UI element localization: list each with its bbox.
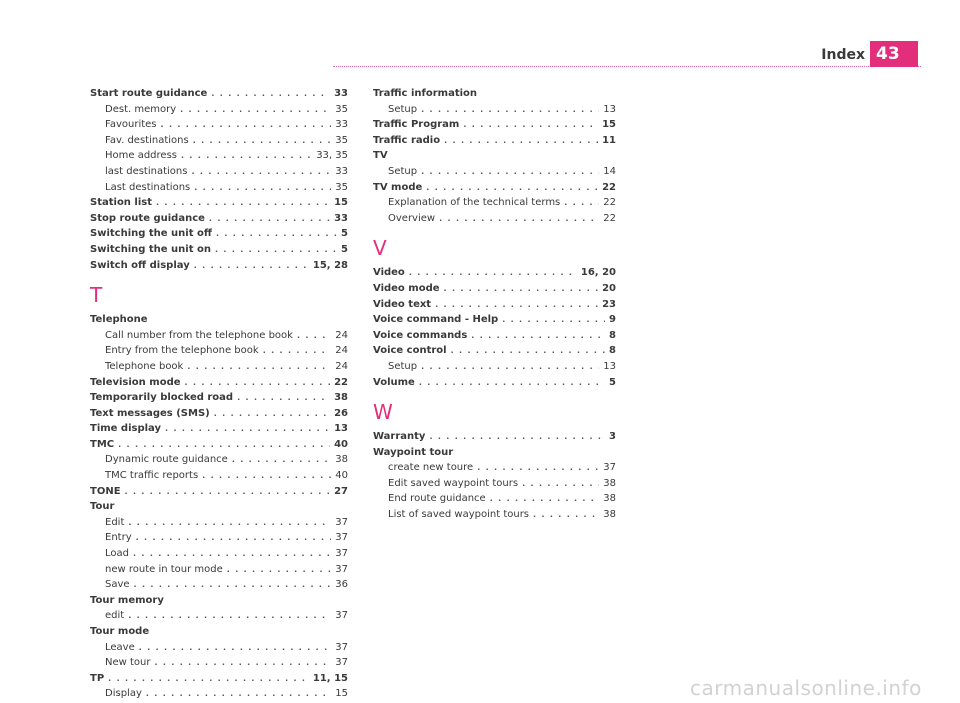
index-subentry [90, 515, 348, 531]
index-page-ref: 15 [334, 197, 348, 209]
index-entry-label: create new toure [388, 462, 474, 474]
index-entry-label: Dest. memory [105, 103, 177, 115]
index-entry-label: Warranty [373, 431, 426, 443]
index-entry-label: Television mode [90, 376, 181, 388]
index-entry-label: Last destinations [105, 181, 191, 193]
dot-leader [444, 281, 599, 297]
index-page-ref: 14 [603, 165, 616, 177]
index-entry-label: Video [373, 267, 405, 279]
index-entry [373, 281, 616, 297]
index-entry-label: Setup [388, 360, 418, 372]
index-entry [373, 297, 616, 313]
index-entry-label: Text messages (SMS) [90, 407, 210, 419]
index-page-ref: 11 [602, 134, 616, 146]
index-page-ref: 24 [335, 345, 348, 357]
index-page-ref: 26 [334, 407, 348, 419]
index-page-ref: 35 [335, 134, 348, 146]
index-entry-label: Voice commands [373, 329, 468, 341]
index-entry-label: Start route guidance [90, 88, 208, 99]
dot-leader [128, 515, 331, 531]
index-subentry [373, 507, 616, 523]
index-entry [90, 195, 348, 211]
watermark: carmanualsonline.info [690, 676, 922, 700]
index-page-ref: 33, 35 [316, 150, 348, 162]
index-page-ref: 15 [335, 688, 348, 700]
index-entry-label: Dynamic route guidance [105, 454, 228, 466]
dot-leader [165, 421, 330, 437]
dot-leader [187, 359, 331, 375]
index-entry [90, 406, 348, 422]
index-entry-label: Video mode [373, 282, 440, 294]
index-entry-label: End route guidance [388, 493, 486, 505]
index-page-ref: 37 [335, 548, 348, 560]
index-entry [90, 226, 348, 242]
index-page-ref: 35 [335, 181, 348, 193]
index-entry [90, 484, 348, 500]
index-subentry [90, 148, 348, 164]
index-entry [373, 375, 616, 391]
index-page-ref: 38 [335, 454, 348, 466]
index-page-ref: 9 [609, 314, 616, 326]
index-page-ref: 36 [335, 579, 348, 591]
index-entry [373, 429, 616, 445]
dot-leader [128, 608, 331, 624]
index-heading: Waypoint tour [373, 446, 454, 458]
dot-leader [439, 211, 599, 227]
index-page-ref: 37 [335, 563, 348, 575]
index-entry-label: Voice control [373, 345, 447, 357]
index-entry-label: Temporarily blocked road [90, 392, 234, 404]
index-heading: Tour memory [90, 594, 164, 606]
index-column-right [373, 86, 616, 523]
index-entry [373, 265, 616, 281]
dot-leader [134, 577, 332, 593]
index-entry [90, 421, 348, 437]
dot-leader [194, 180, 331, 196]
dot-leader [490, 491, 600, 507]
index-subentry [373, 359, 616, 375]
dot-leader [191, 164, 331, 180]
index-entry [373, 180, 616, 196]
index-page-ref: 22 [603, 212, 616, 224]
index-subentry [90, 343, 348, 359]
dot-leader [419, 375, 605, 391]
dot-leader [263, 343, 332, 359]
index-entry-label: Edit [105, 516, 125, 528]
index-subentry [373, 164, 616, 180]
index-heading: TV [373, 150, 388, 162]
dot-leader [533, 507, 599, 523]
index-entry-label: Home address [105, 150, 177, 162]
dot-leader [564, 195, 599, 211]
index-page-ref: 22 [602, 181, 616, 193]
index-entry-label: Display [105, 688, 142, 700]
dot-leader [232, 452, 331, 468]
index-entry-label: Switch off display [90, 259, 190, 271]
index-entry [90, 211, 348, 227]
dot-leader [237, 390, 330, 406]
index-page-ref: 24 [335, 360, 348, 372]
index-entry-label: Setup [388, 103, 418, 115]
dot-leader [421, 102, 599, 118]
index-page-ref: 15, 28 [312, 259, 348, 271]
dot-leader [108, 671, 309, 687]
index-entry-label: Telephone book [105, 360, 184, 372]
dot-leader [118, 437, 330, 453]
dot-leader [426, 180, 598, 196]
index-entry-label: Switching the unit on [90, 243, 211, 255]
index-entry-label: Traffic radio [373, 134, 441, 146]
index-entry-label: Switching the unit off [90, 228, 212, 240]
index-entry-label: Stop route guidance [90, 212, 205, 224]
index-entry-label: Load [105, 548, 129, 560]
dot-leader [502, 312, 605, 328]
index-subentry [90, 608, 348, 624]
index-page-ref: 24 [335, 329, 348, 341]
index-page-ref: 13 [603, 360, 616, 372]
index-page-ref: 20 [602, 282, 616, 294]
index-entry-label: Traffic Program [373, 119, 460, 131]
index-entry-label: TV mode [373, 181, 423, 193]
index-page-ref: 38 [334, 392, 348, 404]
index-subentry [90, 577, 348, 593]
index-section-letter: W [373, 400, 393, 425]
index-page-ref: 37 [603, 462, 616, 474]
index-subentry [373, 491, 616, 507]
index-entry-label: TMC traffic reports [105, 470, 199, 482]
dot-leader [227, 562, 331, 578]
index-page-ref: 37 [335, 516, 348, 528]
index-subentry [90, 102, 348, 118]
page-title: Index [821, 47, 865, 63]
dot-leader [297, 328, 331, 344]
dot-leader [421, 359, 599, 375]
dot-leader [125, 484, 331, 500]
index-subentry [90, 180, 348, 196]
index-entry-label: Call number from the telephone book [105, 329, 293, 341]
index-page-ref: 13 [334, 423, 348, 435]
index-entry [90, 86, 348, 102]
dot-leader [214, 406, 330, 422]
index-page-ref: 3 [609, 431, 616, 443]
dot-leader [139, 640, 332, 656]
dot-leader [444, 133, 598, 149]
index-entry-label: TMC [90, 438, 115, 450]
dot-leader [136, 530, 332, 546]
dot-leader [133, 546, 331, 562]
dot-leader [180, 102, 331, 118]
index-subentry [90, 117, 348, 133]
index-page-ref: 27 [334, 485, 348, 497]
index-entry-label: Save [105, 579, 130, 591]
index-entry-label: new route in tour mode [105, 563, 223, 575]
index-entry [373, 133, 616, 149]
index-entry [373, 328, 616, 344]
index-page-ref: 37 [335, 657, 348, 669]
index-entry [90, 242, 348, 258]
index-entry-label: Entry [105, 532, 132, 544]
dot-leader [421, 164, 599, 180]
index-entry-label: edit [105, 610, 125, 622]
index-subentry [90, 133, 348, 149]
index-subentry [90, 546, 348, 562]
index-subentry [373, 211, 616, 227]
dot-leader [215, 242, 337, 258]
index-page-ref: 15 [602, 119, 616, 131]
dot-leader [429, 429, 605, 445]
index-subentry [373, 195, 616, 211]
index-subentry [90, 686, 348, 702]
index-subentry [90, 530, 348, 546]
index-entry [90, 258, 348, 274]
page-number-badge: 43 [870, 41, 918, 67]
dot-leader [522, 476, 599, 492]
index-entry [373, 312, 616, 328]
index-section-letter: V [373, 236, 387, 261]
index-page-ref: 37 [335, 641, 348, 653]
index-entry-label: List of saved waypoint tours [388, 509, 530, 521]
index-page-ref: 33 [335, 119, 348, 131]
index-subentry [90, 562, 348, 578]
index-subentry [90, 452, 348, 468]
index-page-ref: 16, 20 [580, 267, 616, 279]
index-entry-label: last destinations [105, 165, 188, 177]
index-entry-label: Overview [388, 212, 436, 224]
index-entry-label: Volume [373, 376, 415, 388]
index-heading: Tour mode [90, 626, 150, 637]
index-entry [90, 437, 348, 453]
index-entry-label: Entry from the telephone book [105, 345, 259, 357]
index-page-ref: 33 [334, 88, 348, 99]
index-page-ref: 37 [335, 532, 348, 544]
dot-leader [211, 86, 330, 102]
index-entry-label: Leave [105, 641, 135, 653]
index-entry-label: New tour [105, 657, 151, 669]
dot-leader [161, 117, 332, 133]
index-entry [373, 117, 616, 133]
dot-leader [409, 265, 577, 281]
index-page-ref: 8 [609, 345, 616, 357]
header-rule [333, 66, 921, 67]
index-heading: Tour [90, 501, 115, 513]
dot-leader [477, 460, 599, 476]
index-subentry [373, 476, 616, 492]
index-entry-label: TONE [90, 485, 121, 497]
index-entry-label: Edit saved waypoint tours [388, 477, 519, 489]
index-page-ref: 22 [603, 197, 616, 209]
index-page-ref: 13 [603, 103, 616, 115]
index-entry-label: Video text [373, 298, 432, 310]
dot-leader [435, 297, 598, 313]
index-subentry [373, 102, 616, 118]
index-page-ref: 40 [335, 470, 348, 482]
index-entry-label: Explanation of the technical terms [388, 197, 561, 209]
index-heading: Telephone [90, 314, 148, 326]
dot-leader [202, 468, 331, 484]
index-entry-label: Favourites [105, 119, 157, 131]
index-page-ref: 22 [334, 376, 348, 388]
index-entry-label: Setup [388, 165, 418, 177]
dot-leader [185, 375, 331, 391]
index-page-ref: 38 [603, 493, 616, 505]
index-subentry [90, 359, 348, 375]
index-page-ref: 35 [335, 103, 348, 115]
index-page-ref: 11, 15 [312, 672, 348, 684]
index-page-ref: 23 [602, 298, 616, 310]
index-entry-label: Fav. destinations [105, 134, 189, 146]
index-subentry [90, 164, 348, 180]
index-subentry [90, 640, 348, 656]
index-entry-label: Voice command - Help [373, 314, 499, 326]
dot-leader [463, 117, 598, 133]
index-page-ref: 5 [609, 376, 616, 388]
index-column-left [90, 86, 348, 702]
index-subentry [90, 468, 348, 484]
dot-leader [154, 655, 331, 671]
dot-leader [146, 686, 331, 702]
index-page-ref: 8 [609, 329, 616, 341]
index-page-ref: 37 [335, 610, 348, 622]
index-entry [90, 375, 348, 391]
index-entry-label: TP [90, 672, 105, 684]
index-page-ref: 33 [335, 165, 348, 177]
index-entry [373, 343, 616, 359]
index-entry [90, 390, 348, 406]
index-page-ref: 5 [341, 243, 348, 255]
index-subentry [373, 460, 616, 476]
dot-leader [216, 226, 337, 242]
index-page-ref: 40 [334, 438, 348, 450]
dot-leader [156, 195, 330, 211]
dot-leader [471, 328, 605, 344]
dot-leader [193, 133, 332, 149]
index-subentry [90, 328, 348, 344]
index-page-ref: 5 [341, 228, 348, 240]
index-section-letter: T [90, 283, 103, 308]
dot-leader [451, 343, 605, 359]
dot-leader [209, 211, 330, 227]
index-entry-label: Time display [90, 423, 162, 435]
index-page-ref: 33 [334, 212, 348, 224]
index-page-ref: 38 [603, 477, 616, 489]
index-entry [90, 671, 348, 687]
index-entry-label: Station list [90, 197, 152, 209]
index-page-ref: 38 [603, 509, 616, 521]
index-subentry [90, 655, 348, 671]
dot-leader [194, 258, 309, 274]
index-heading: Traffic information [373, 88, 478, 99]
dot-leader [181, 148, 312, 164]
